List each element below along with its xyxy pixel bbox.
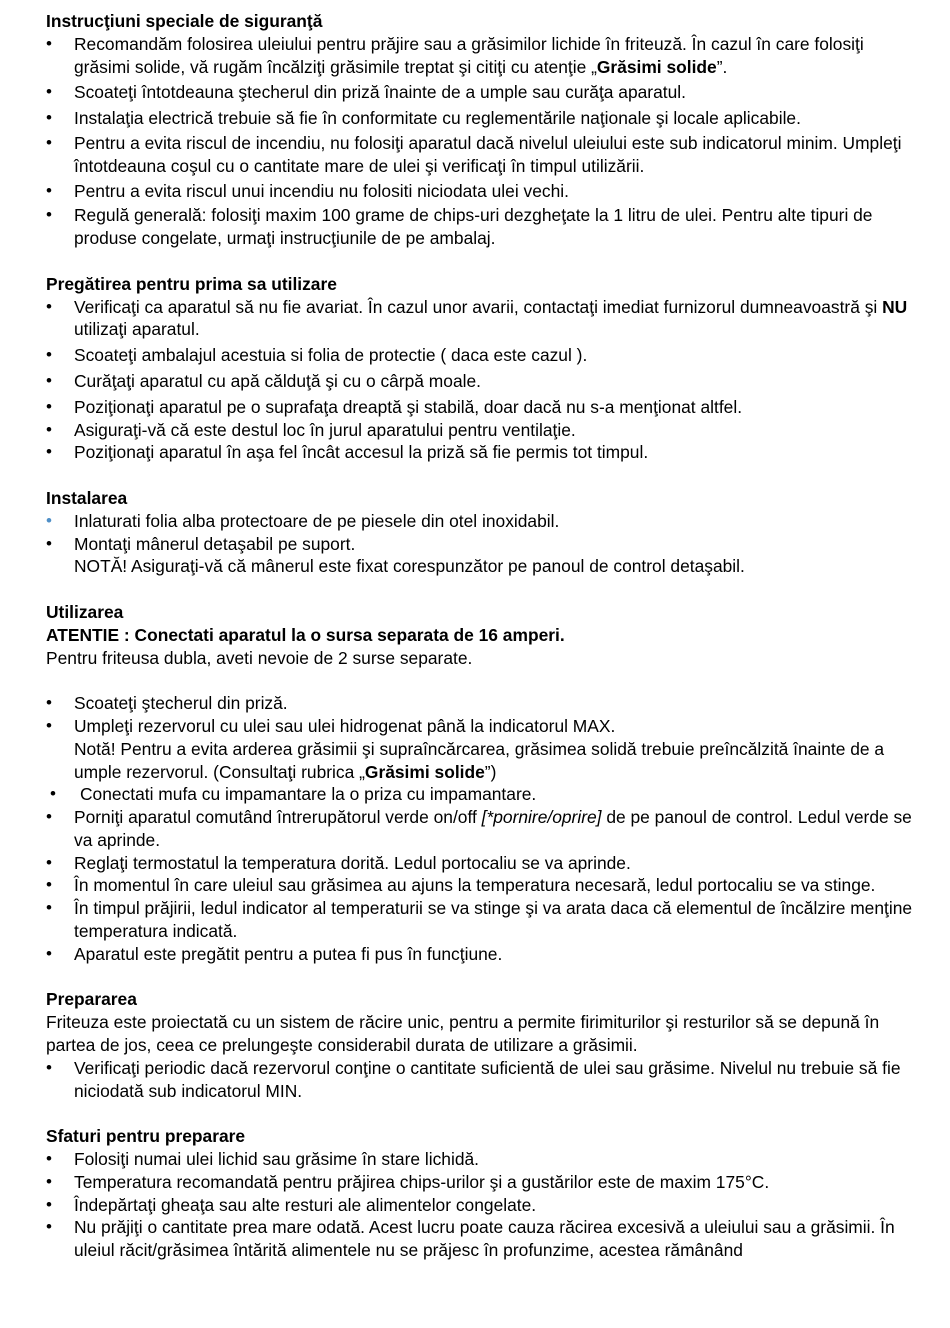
heading-usage: Utilizarea [46,601,124,622]
section-tips [46,1125,916,1262]
list-item: • Poziţionaţi aparatul pe o suprafaţa dreaptă şi stabilă, doar dacă nu s-a menţionat altfel. [46,396,916,419]
list-item: • Conectati mufa cu impamantare la o priza cu impamantare. [46,783,916,806]
heading-tips: Sfaturi pentru preparare [46,1126,246,1147]
section-installation [46,487,916,578]
first-use-list [46,296,916,465]
list-item: • Îndepărtaţi gheaţa sau alte resturi ale alimentelor congelate. [46,1194,916,1217]
list-item: • Asiguraţi-vă că este destul loc în jurul aparatului pentru ventilaţie. [46,419,916,442]
usage-list [46,692,916,966]
installation-note: NOTĂ! Asiguraţi-vă că mânerul este fixat corespunzător pe panoul de control detaşabil. [74,556,745,577]
list-item: • Montaţi mânerul detaşabil pe suport. NOTĂ! Asiguraţi-vă că mânerul este fixat corespunzător pe panoul de control detaşabil. [46,533,916,579]
list-item: • Nu prăjiţi o cantitate prea mare odată. Acest lucru poate cauza răcirea excesivă a uleiului sau a grăsimii. În uleiul răcit/grăsimea întărită alimentele nu se prăjesc în profunzime, acestea rămânând [46,1216,916,1262]
list-item: • Curăţaţi aparatul cu apă călduţă şi cu o cârpă moale. [46,370,916,393]
list-item: • Porniţi aparatul comutând întrerupătorul verde on/off [*pornire/oprire] de pe panoul de control. Ledul verde se va aprinde. [46,806,916,852]
list-item: • Recomandăm folosirea uleiului pentru prăjire sau a grăsimilor lichide în friteuză. În cazul în care folosiţi grăsimi solide, vă rugăm încălziţi grăsimile treptat şi citiţi cu atenţie „Grăsimi solide”. [46,33,916,79]
list-item: • Scoateţi ştecherul din priză. [46,692,916,715]
list-item: • Folosiţi numai ulei lichid sau grăsime în stare lichidă. [46,1148,916,1171]
list-item: • Pentru a evita riscul de incendiu, nu folosiţi aparatul dacă nivelul uleiului este sub indicatorul minim. Umpleţi întotdeauna coşul cu o cantitate mare de ulei şi verificaţi în timpul utilizării. [46,132,916,178]
list-item: • Temperatura recomandată pentru prăjirea chips-urilor şi a gustărilor este de maxim 175°C. [46,1171,916,1194]
list-item: • Instalaţia electrică trebuie să fie în conformitate cu reglementările naţionale şi locale aplicabile. [46,107,916,130]
installation-list [46,510,916,578]
heading-preparation: Prepararea [46,989,137,1010]
spacer [46,464,916,487]
list-item: • Scoateţi ambalajul acestuia si folia de protectie ( daca este cazul ). [46,344,916,367]
list-item: • Verificaţi ca aparatul să nu fie avariat. În cazul unor avarii, contactaţi imediat furnizorul dumneavoastră şi NU utilizaţi aparatul. [46,296,916,342]
heading-installation: Instalarea [46,487,128,508]
document-page [46,10,916,1262]
preparation-list [46,1057,916,1103]
list-item: • În momentul în care uleiul sau grăsimea au ajuns la temperatura necesară, ledul portocaliu se va stinge. [46,874,916,897]
list-item: • În timpul prăjirii, ledul indicator al temperaturii se va stinge şi va arata daca că elementul de încălzire menţine temperatura indicată. [46,897,916,943]
list-item: • Inlaturati folia alba protectoare de pe piesele din otel inoxidabil. [46,510,916,533]
list-item: • Pentru a evita riscul unui incendiu nu folositi niciodata ulei vechi. [46,180,916,203]
spacer [46,669,916,692]
heading-safety: Instrucţiuni speciale de siguranţă [46,11,323,31]
section-preparation [46,988,916,1102]
heading-first-use: Pregătirea pentru prima sa utilizare [46,273,337,294]
list-item: • Regulă generală: folosiţi maxim 100 grame de chips-uri dezgheţate la 1 litru de ulei. Pentru alte tipuri de produse congelate, urmaţi instrucţiunile de pe ambalaj. [46,204,916,250]
list-item: • Umpleţi rezervorul cu ulei sau ulei hidrogenat până la indicatorul MAX. Notă! Pentru a evita arderea grăsimii şi supraîncărcarea, grăsimea solidă trebuie preîncălzită înainte de a umple rezervorul. (Consultaţi rubrica „Grăsimi solide”) [46,715,916,783]
spacer [46,1102,916,1125]
spacer [46,250,916,273]
tips-list [46,1148,916,1262]
spacer [46,966,916,989]
list-item: • Verificaţi periodic dacă rezervorul conţine o cantitate suficientă de ulei sau grăsime. Nivelul nu trebuie să fie niciodată sub indicatorul MIN. [46,1057,916,1103]
list-item: • Reglaţi termostatul la temperatura dorită. Ledul portocaliu se va aprinde. [46,852,916,875]
usage-note: Pentru friteusa dubla, aveti nevoie de 2 surse separate. [46,647,473,668]
section-safety [46,10,916,250]
safety-list [46,33,916,250]
list-item: • Poziţionaţi aparatul în aşa fel încât accesul la priză să fie permis tot timpul. [46,441,916,464]
list-item: • Aparatul este pregătit pentru a putea fi pus în funcţiune. [46,943,916,966]
section-first-use [46,273,916,464]
preparation-paragraph: Friteuza este proiectată cu un sistem de răcire unic, pentru a permite firimiturilor şi resturilor să se depună în partea de jos, ceea ce prelungeşte considerabil durata de utilizare a grăsimii. [46,1012,880,1056]
section-usage [46,601,916,966]
attention-line: ATENTIE : Conectati aparatul la o sursa separata de 16 amperi. [46,624,565,645]
list-item: • Scoateţi întotdeauna ştecherul din priză înainte de a umple sau curăţa aparatul. [46,81,916,104]
spacer [46,578,916,601]
